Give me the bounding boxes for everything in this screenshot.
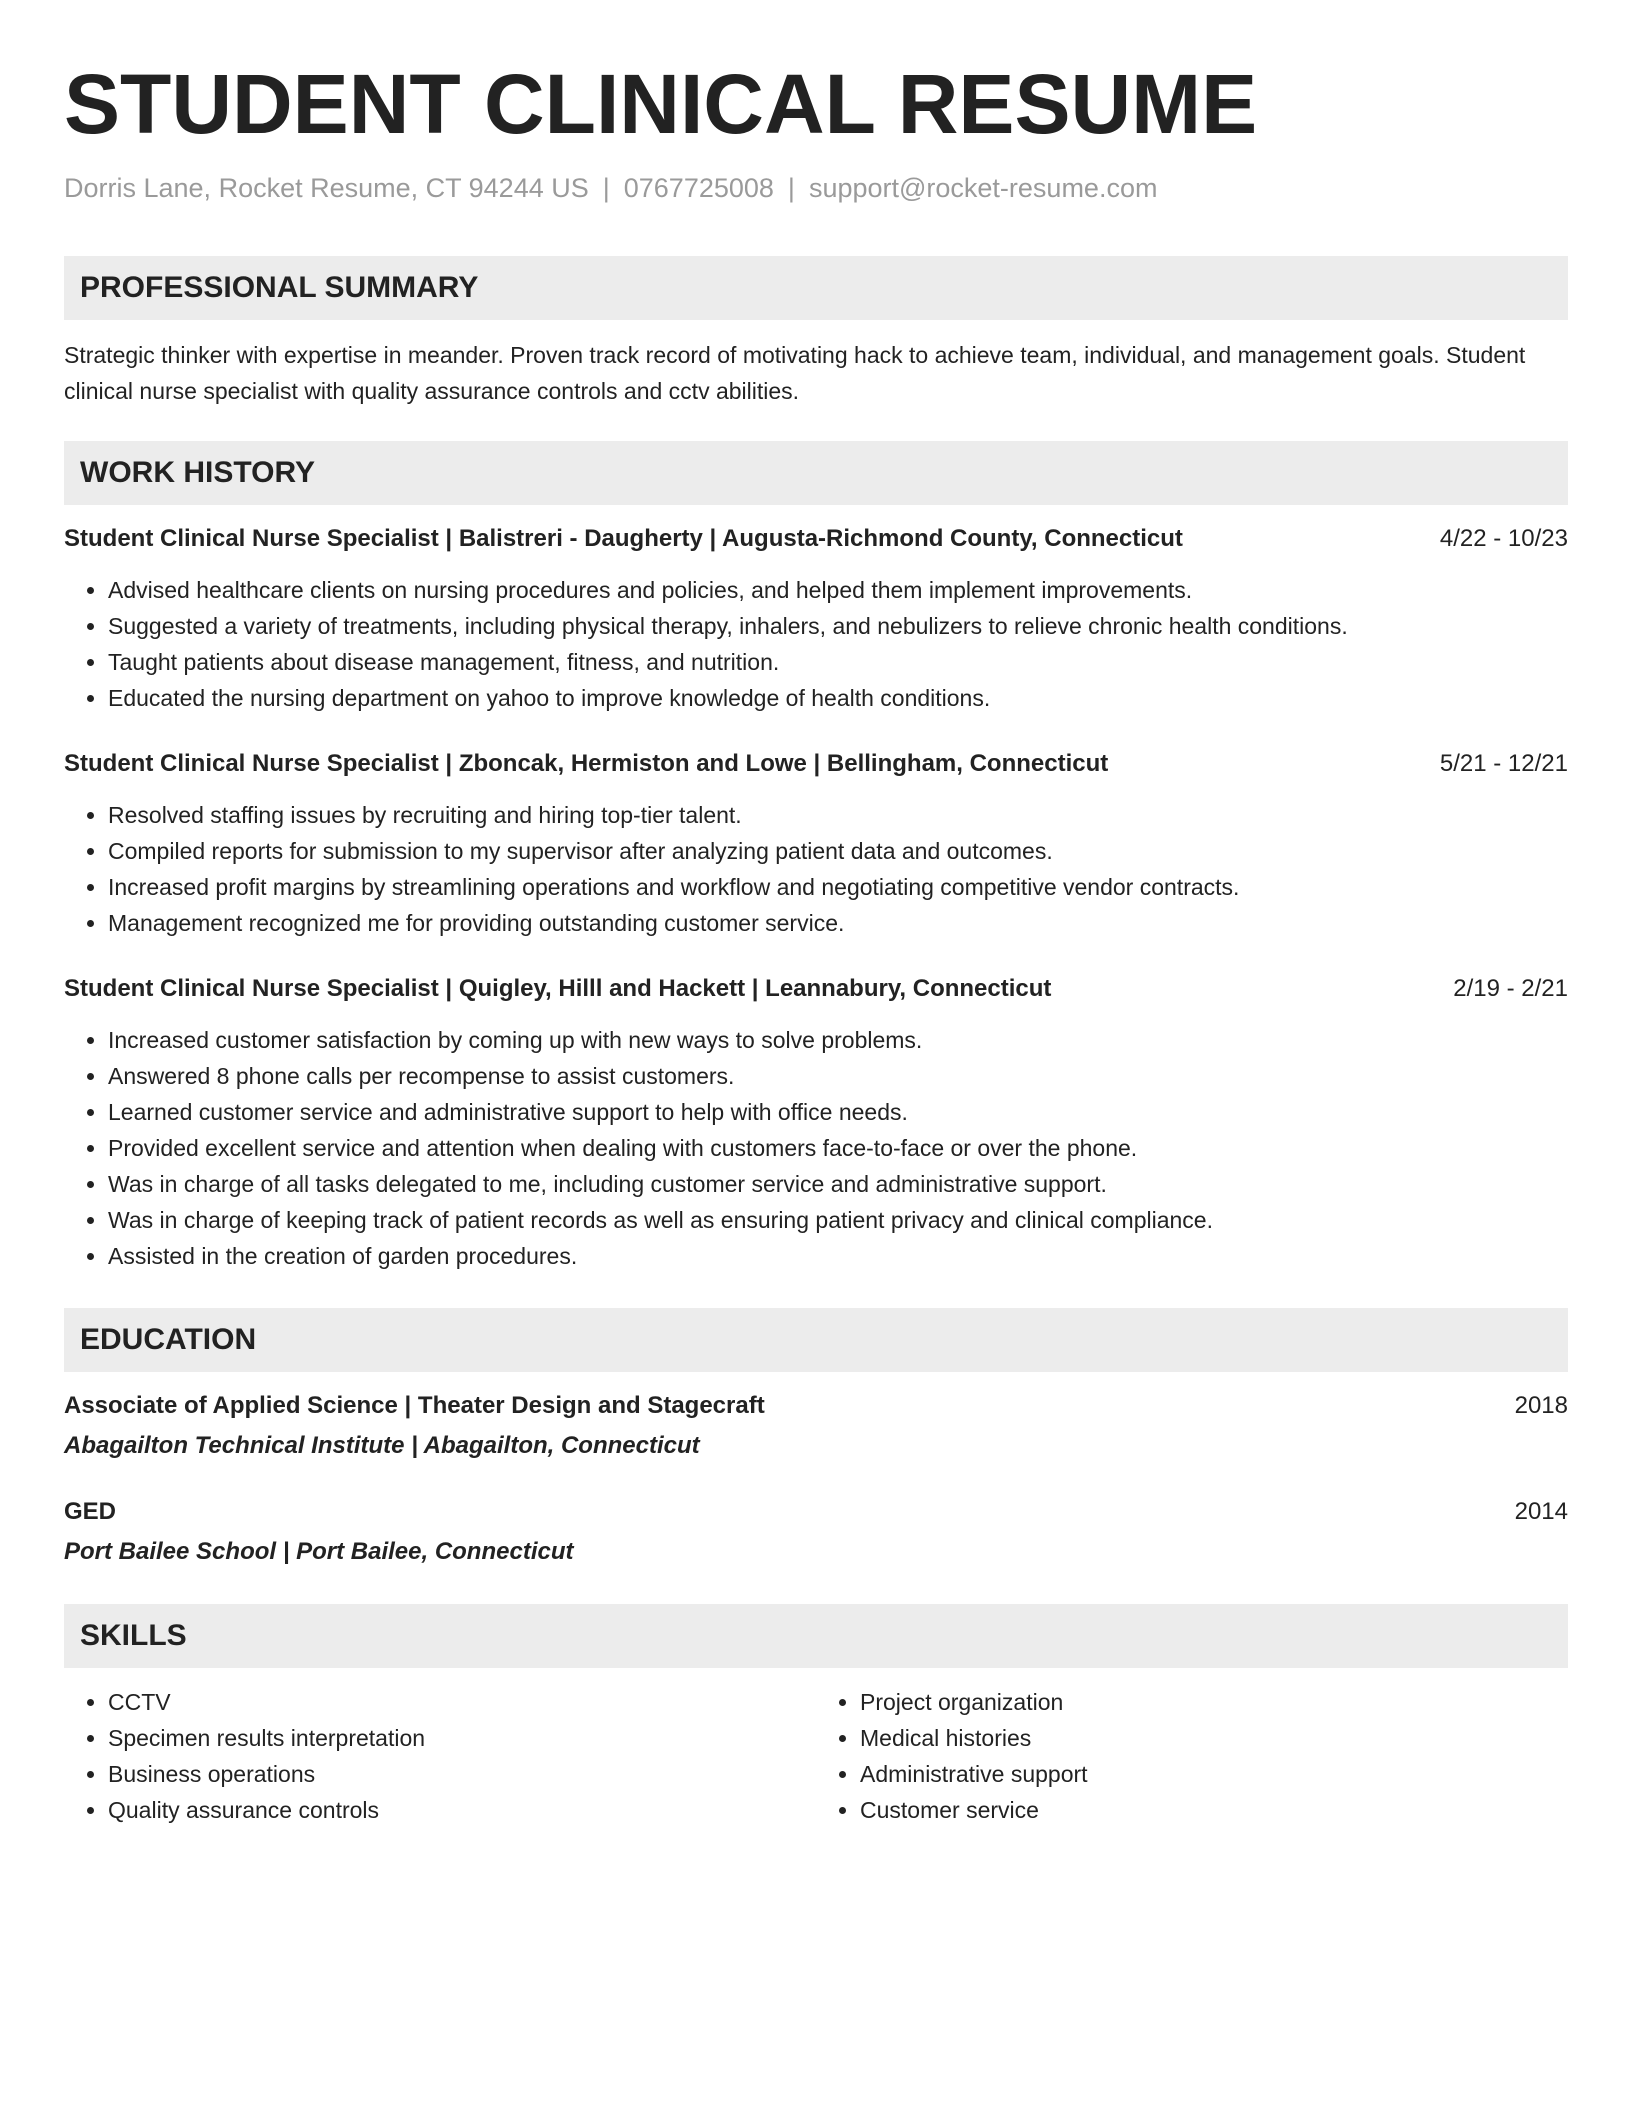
job-title: Student Clinical Nurse Specialist | Zboncak, Hermiston and Lowe | Bellingham, Connecticut [64, 750, 1109, 777]
job-dates: 2/19 - 2/21 [1453, 975, 1568, 1002]
job-header [64, 746, 1568, 782]
education-header [64, 1388, 1568, 1424]
education-entry [64, 1388, 1568, 1464]
job-bullet: • Was in charge of keeping track of patient records as well as ensuring patient privacy and clinical compliance. [108, 1202, 1568, 1238]
job-bullet: • Provided excellent service and attention when dealing with customers face-to-face or over the phone. [108, 1130, 1568, 1166]
work-history-heading: WORK HISTORY [64, 441, 1568, 505]
job-bullet: • Suggested a variety of treatments, including physical therapy, inhalers, and nebulizers to relieve chronic health conditions. [108, 608, 1568, 644]
job-bullets [64, 797, 1568, 941]
skill-item: • Administrative support [860, 1756, 1568, 1792]
summary-heading: PROFESSIONAL SUMMARY [64, 256, 1568, 320]
job-entry [64, 521, 1568, 716]
contact-separator: | [787, 173, 795, 203]
education-header [64, 1494, 1568, 1530]
job-entry [64, 746, 1568, 941]
job-bullet: • Answered 8 phone calls per recompense to assist customers. [108, 1058, 1568, 1094]
resume-title: STUDENT CLINICAL RESUME [64, 57, 1258, 151]
job-bullet: • Compiled reports for submission to my supervisor after analyzing patient data and outcomes. [108, 833, 1568, 869]
skill-item: • Customer service [860, 1792, 1568, 1828]
skill-item: • Business operations [108, 1756, 816, 1792]
job-bullet: • Management recognized me for providing outstanding customer service. [108, 905, 1568, 941]
education-heading: EDUCATION [64, 1308, 1568, 1372]
contact-phone: 0767725008 [623, 173, 774, 203]
job-dates: 5/21 - 12/21 [1439, 750, 1568, 777]
contact-email: support@rocket-resume.com [808, 173, 1158, 203]
contact-separator: | [602, 173, 610, 203]
education-school: Port Bailee School | Port Bailee, Connecticut [64, 1538, 574, 1565]
skills-column-left [64, 1684, 816, 1828]
job-bullet: • Assisted in the creation of garden procedures. [108, 1238, 1568, 1274]
job-bullet: • Was in charge of all tasks delegated to me, including customer service and administrative support. [108, 1166, 1568, 1202]
skill-item: • Medical histories [860, 1720, 1568, 1756]
job-bullet: • Educated the nursing department on yahoo to improve knowledge of health conditions. [108, 680, 1568, 716]
contact-address: Dorris Lane, Rocket Resume, CT 94244 US [64, 173, 589, 203]
job-bullet: • Increased customer satisfaction by coming up with new ways to solve problems. [108, 1022, 1568, 1058]
education-school: Abagailton Technical Institute | Abagailton, Connecticut [64, 1432, 700, 1459]
job-title: Student Clinical Nurse Specialist | Quigley, Hilll and Hackett | Leannabury, Connecticut [64, 975, 1052, 1002]
skill-item: • CCTV [108, 1684, 816, 1720]
job-dates: 4/22 - 10/23 [1439, 525, 1568, 552]
job-bullets [64, 572, 1568, 716]
education-degree: Associate of Applied Science | Theater Design and Stagecraft [64, 1392, 765, 1419]
summary-text: Strategic thinker with expertise in meander. Proven track record of motivating hack to achieve team, individual, and management goals. Student clinical nurse specialist with quality assurance controls and cctv abilities. [64, 342, 1526, 404]
skill-item: • Specimen results interpretation [108, 1720, 816, 1756]
skills-list [64, 1684, 1568, 1828]
skills-heading: SKILLS [64, 1604, 1568, 1668]
job-header [64, 971, 1568, 1007]
education-year: 2018 [1514, 1392, 1568, 1419]
job-header [64, 521, 1568, 557]
education-degree: GED [64, 1498, 117, 1525]
skills-column-right [816, 1684, 1568, 1828]
job-bullet: • Resolved staffing issues by recruiting and hiring top-tier talent. [108, 797, 1568, 833]
job-title: Student Clinical Nurse Specialist | Balistreri - Daugherty | Augusta-Richmond County, Connecticut [64, 525, 1183, 552]
education-year: 2014 [1514, 1498, 1568, 1525]
skill-item: • Quality assurance controls [108, 1792, 816, 1828]
job-bullet: • Taught patients about disease management, fitness, and nutrition. [108, 644, 1568, 680]
job-entry [64, 971, 1568, 1274]
job-bullet: • Learned customer service and administrative support to help with office needs. [108, 1094, 1568, 1130]
job-bullets [64, 1022, 1568, 1274]
skill-item: • Project organization [860, 1684, 1568, 1720]
job-bullet: • Increased profit margins by streamlining operations and workflow and negotiating competitive vendor contracts. [108, 869, 1568, 905]
contact-line [64, 170, 1568, 206]
job-bullet: • Advised healthcare clients on nursing procedures and policies, and helped them implement improvements. [108, 572, 1568, 608]
education-entry [64, 1494, 1568, 1570]
